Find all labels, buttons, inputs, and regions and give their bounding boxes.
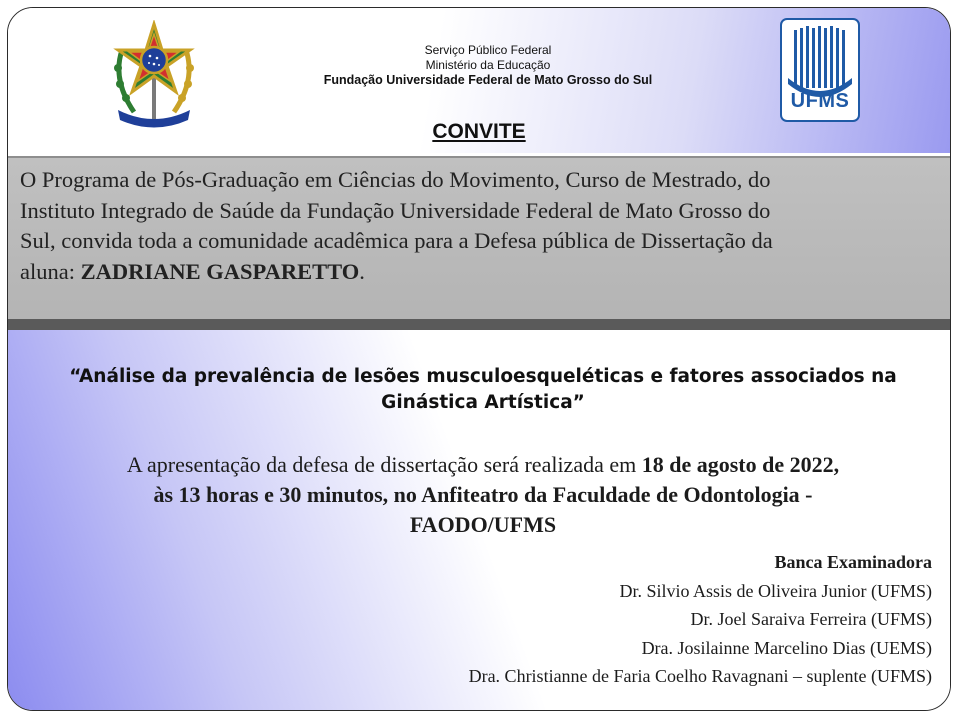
- student-name: ZADRIANE GASPARETTO: [80, 258, 360, 284]
- board-member: Dr. Joel Saraiva Ferreira (UFMS): [690, 609, 932, 629]
- intro-paragraph: [20, 165, 945, 287]
- brazil-coat-of-arms-icon: [104, 20, 204, 130]
- examination-board: [232, 548, 932, 691]
- defense-info-text: A apresentação da defesa de dissertação será realizada em: [126, 452, 642, 477]
- header-line-university: Fundação Universidade Federal de Mato Grosso do Sul: [323, 73, 653, 87]
- defense-info-line: [28, 450, 938, 480]
- intro-line: Instituto Integrado de Saúde da Fundação Universidade Federal de Mato Grosso do: [20, 197, 771, 223]
- defense-info: [28, 450, 938, 540]
- page-title: CONVITE: [432, 120, 526, 143]
- thesis-title-line: “Análise da prevalência de lesões musculoesqueléticas e fatores associados na: [69, 366, 897, 387]
- ufms-logo-text: UFMS: [790, 90, 850, 112]
- intro-line: Sul, convida toda a comunidade acadêmica para a Defesa pública de Dissertação da: [20, 228, 773, 253]
- institution-header: [258, 43, 718, 88]
- defense-date: 18 de agosto de 2022,: [641, 452, 840, 477]
- intro-suffix: .: [359, 258, 365, 284]
- board-member: Dra. Josilainne Marcelino Dias (UEMS): [641, 637, 932, 658]
- header-line-ministry: Ministério da Educação: [425, 58, 551, 72]
- thesis-title-line: Ginástica Artística”: [381, 392, 585, 413]
- defense-venue: FAODO/UFMS: [409, 512, 557, 537]
- thesis-title: [28, 364, 938, 416]
- intro-prefix: aluna:: [20, 258, 81, 284]
- invitation-slide: [7, 7, 951, 711]
- board-member: Dra. Christianne de Faria Coelho Ravagnani – suplente (UFMS): [468, 666, 932, 686]
- header-line-federal-service: Serviço Público Federal: [424, 43, 552, 57]
- board-member: Dr. Silvio Assis de Oliveira Junior (UFMS): [619, 580, 932, 601]
- intro-line: O Programa de Pós-Graduação em Ciências do Movimento, Curso de Mestrado, do: [20, 167, 771, 192]
- defense-time-location: às 13 horas e 30 minutos, no Anfiteatro da Faculdade de Odontologia -: [153, 482, 813, 507]
- intro-line: [20, 257, 945, 288]
- board-title: Banca Examinadora: [774, 552, 932, 572]
- divider-bar: [8, 319, 950, 330]
